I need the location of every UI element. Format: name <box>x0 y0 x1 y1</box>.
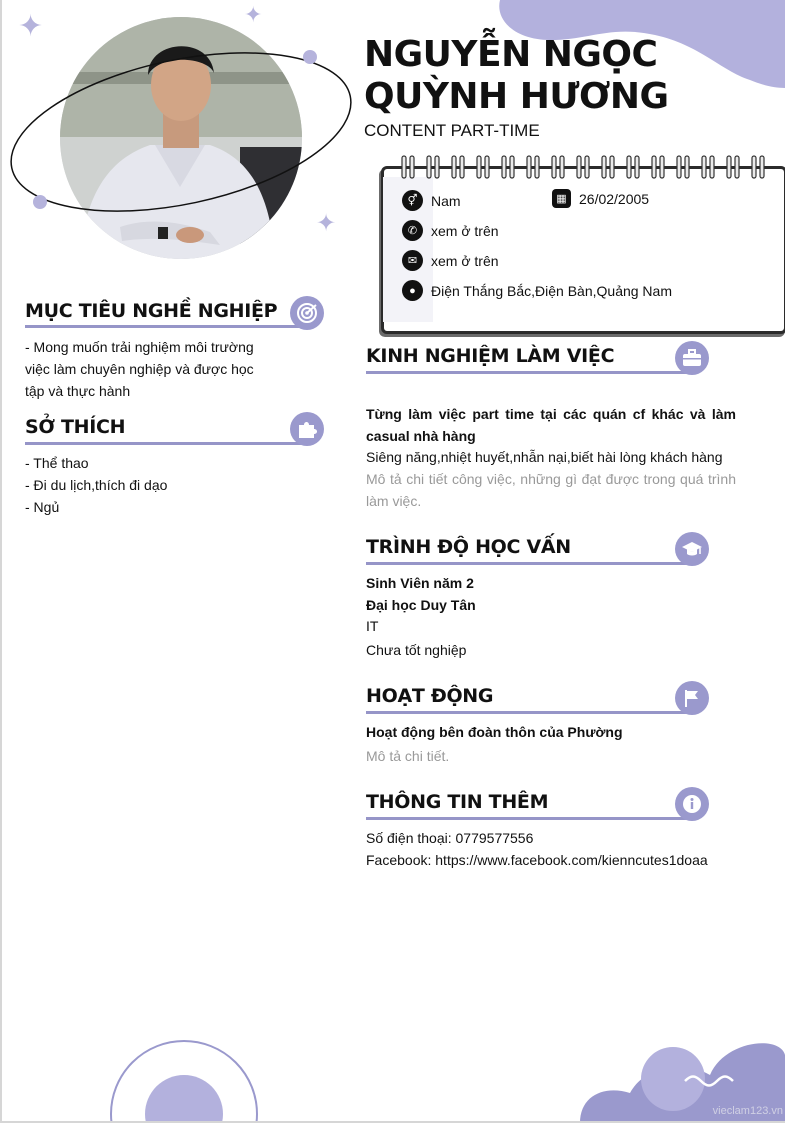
objective-line: - Mong muốn trải nghiệm môi trường <box>25 339 254 355</box>
sparkle-decoration: ✦ <box>18 10 44 43</box>
extra-info-title: THÔNG TIN THÊM <box>366 791 549 813</box>
target-icon <box>290 296 324 330</box>
email-row <box>402 250 499 271</box>
experience-traits: Siêng năng,nhiệt huyết,nhẫn nại,biết hài lòng khách hàng <box>366 449 723 465</box>
ring-binding-icon <box>725 154 743 180</box>
ring-binding-icon <box>675 154 693 180</box>
ring-binding-icon <box>700 154 718 180</box>
education-level: Sinh Viên năm 2 <box>366 575 474 591</box>
activity-description: Mô tả chi tiết. <box>366 748 450 764</box>
phone-value: xem ở trên <box>431 222 499 239</box>
puzzle-icon <box>290 412 324 446</box>
phone-row <box>402 220 499 241</box>
education-status: Chưa tốt nghiệp <box>366 642 467 658</box>
location-pin-icon: ● <box>402 280 423 301</box>
sparkle-decoration: ✦ <box>316 210 337 237</box>
gender-icon: ⚥ <box>402 190 423 211</box>
briefcase-icon <box>675 341 709 375</box>
address-row <box>402 280 672 301</box>
activities-title: HOẠT ĐỘNG <box>366 685 494 707</box>
hobby-item: - Ngủ <box>25 499 60 515</box>
activities-divider <box>366 711 692 714</box>
ring-binding-icon <box>550 154 568 180</box>
phone-icon: ✆ <box>402 220 423 241</box>
objective-divider <box>25 325 305 328</box>
name-line-2: QUỲNH HƯƠNG <box>364 76 669 117</box>
extra-info-divider <box>366 817 692 820</box>
ring-binding-icon <box>575 154 593 180</box>
name-line-1: NGUYỄN NGỌC <box>364 34 658 75</box>
candidate-name <box>364 34 669 118</box>
birthdate-row <box>552 189 649 208</box>
calendar-icon: ▦ <box>552 189 571 208</box>
graduation-cap-icon <box>675 532 709 566</box>
ring-binding-icon <box>600 154 618 180</box>
ring-binding-icon <box>400 154 418 180</box>
objective-line: việc làm chuyên nghiệp và được học <box>25 361 254 377</box>
ring-binding-icon <box>500 154 518 180</box>
ring-binding-icon <box>475 154 493 180</box>
job-role: CONTENT PART-TIME <box>364 121 540 140</box>
experience-description: Mô tả chi tiết công việc, những gì đạt được trong quá trình làm việc. <box>366 471 736 509</box>
birthdate-value: 26/02/2005 <box>579 190 650 207</box>
gender-value: Nam <box>431 192 461 209</box>
objective-line: tập và thực hành <box>25 383 131 399</box>
ring-binding-icon <box>625 154 643 180</box>
hobbies-title: SỞ THÍCH <box>25 416 126 438</box>
extra-facebook: Facebook: https://www.facebook.com/kienncutes1doaa <box>366 852 708 868</box>
email-value: xem ở trên <box>431 252 499 269</box>
info-icon <box>675 787 709 821</box>
sparkle-decoration: ✦ <box>244 2 263 27</box>
notebook-rings <box>400 154 770 180</box>
education-title: TRÌNH ĐỘ HỌC VẤN <box>366 536 571 558</box>
experience-divider <box>366 371 692 374</box>
hobby-item: - Thể thao <box>25 455 89 471</box>
ring-binding-icon <box>450 154 468 180</box>
hobbies-list <box>25 452 167 518</box>
experience-title: KINH NGHIỆM LÀM VIỆC <box>366 345 615 367</box>
ring-binding-icon <box>425 154 443 180</box>
education-divider <box>366 562 692 565</box>
orbit-decoration <box>0 0 370 260</box>
ring-binding-icon <box>650 154 668 180</box>
education-major: IT <box>366 618 379 634</box>
hobby-item: - Đi du lịch,thích đi dạo <box>25 477 168 493</box>
envelope-icon: ✉ <box>402 250 423 271</box>
education-school: Đại học Duy Tân <box>366 597 476 613</box>
ring-binding-icon <box>525 154 543 180</box>
hobbies-divider <box>25 442 305 445</box>
experience-job-title: Từng làm việc part time tại các quán cf khác và làm casual nhà hàng <box>366 406 736 444</box>
watermark: vieclam123.vn <box>712 1105 783 1117</box>
objective-text <box>25 336 295 402</box>
bottom-left-circle-decoration <box>100 1030 270 1123</box>
activity-name: Hoạt động bên đoàn thôn của Phường <box>366 724 623 740</box>
address-value: Điện Thắng Bắc,Điện Bàn,Quảng Nam <box>431 282 672 299</box>
objective-title: MỤC TIÊU NGHỀ NGHIỆP <box>25 300 278 322</box>
extra-phone: Số điện thoại: 0779577556 <box>366 830 534 846</box>
ring-binding-icon <box>750 154 768 180</box>
gender-row <box>402 190 461 211</box>
flag-icon <box>675 681 709 715</box>
